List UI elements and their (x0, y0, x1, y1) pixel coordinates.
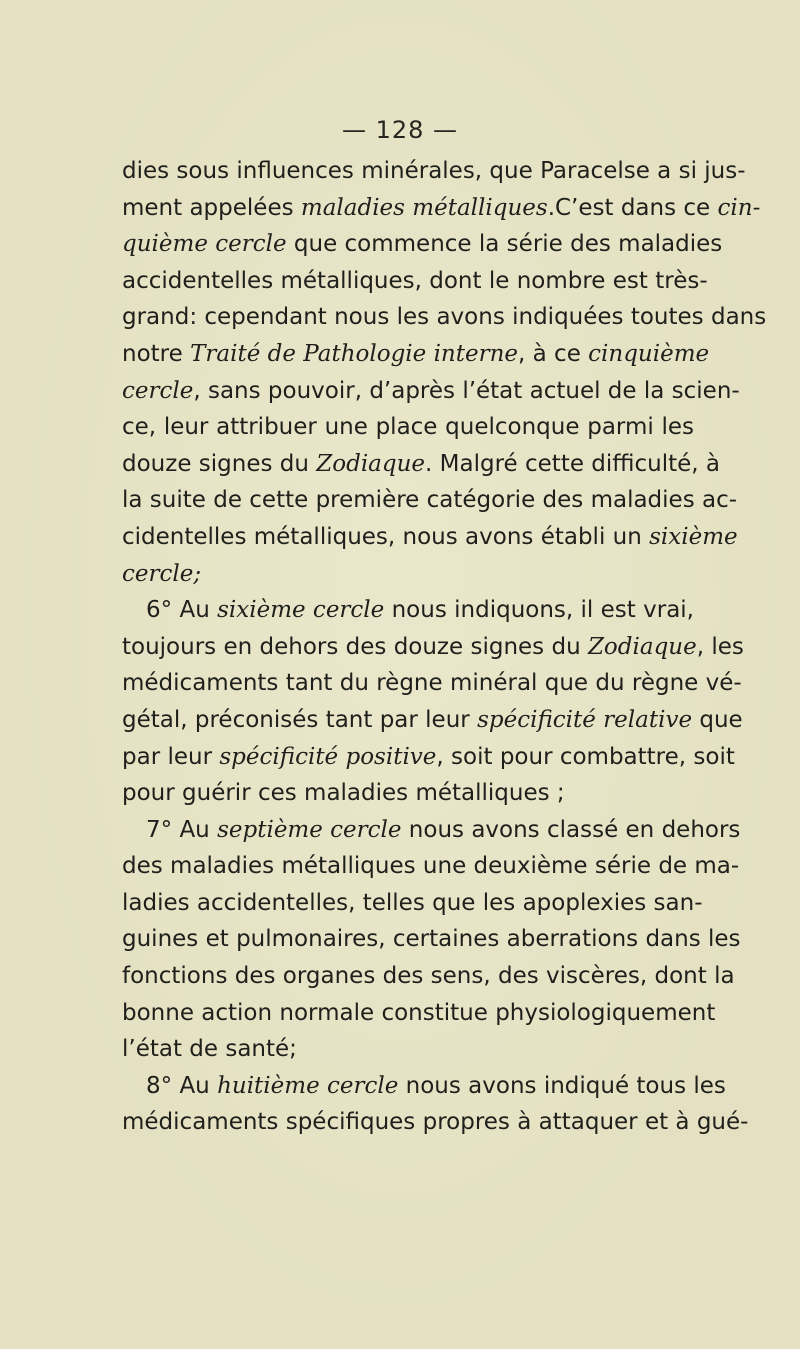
text-segment: toujours en dehors des douze signes du (122, 633, 588, 660)
text-segment: dies sous influences minérales, que Paracelse a si jus- (122, 158, 746, 184)
text-segment: par leur (122, 743, 220, 770)
text-segment: l’état de santé; (122, 1036, 297, 1063)
text-segment: que commence la série des maladies (286, 231, 723, 258)
text-segment: douze signes du (122, 450, 317, 477)
text-line (122, 921, 741, 958)
italic-text: cinquième (588, 340, 710, 367)
text-segment: bonne action normale constitue physiologiquement (122, 999, 716, 1026)
text-segment: 7° Au (146, 816, 218, 843)
text-line (122, 336, 710, 373)
text-segment: 8° Au (146, 1072, 218, 1099)
italic-text: cercle; (122, 560, 202, 587)
text-line (122, 556, 694, 593)
text-line (122, 446, 721, 483)
text-segment: .C’est dans ce (547, 194, 718, 221)
text-line (122, 409, 694, 446)
text-segment: , sans pouvoir, d’après l’état actuel de la scien- (193, 377, 740, 404)
text-line (122, 519, 738, 556)
text-segment: cidentelles métalliques, nous avons établi un (122, 523, 650, 550)
text-line (122, 702, 743, 739)
text-line (122, 629, 744, 666)
text-segment: ce, leur attribuer une place quelconque parmi les (122, 414, 694, 441)
text-segment: la suite de cette première catégorie des maladies ac- (122, 487, 738, 514)
text-line (122, 373, 740, 410)
text-segment: accidentelles métalliques, dont le nombre est très- (122, 267, 708, 294)
text-line (122, 885, 703, 922)
text-segment: ment appelées (122, 194, 301, 221)
text-segment: nous indiquons, il est vrai, (384, 597, 694, 624)
text-segment: 6° Au (146, 597, 218, 624)
text-line (122, 1068, 726, 1105)
italic-text: Zodiaque (316, 450, 426, 477)
italic-text: maladies métalliques (300, 194, 548, 221)
text-line (122, 958, 735, 995)
text-line (122, 299, 767, 336)
italic-text: sixième (649, 523, 738, 550)
text-line (122, 482, 738, 519)
text-segment: , soit pour combattre, soit (436, 743, 735, 770)
text-line (122, 226, 723, 263)
text-segment: des maladies métalliques une deuxième série de ma- (122, 853, 740, 880)
text-line (122, 995, 716, 1032)
text-segment: médicaments tant du règne minéral que du règne vé- (122, 670, 742, 697)
text-line (122, 1031, 694, 1068)
text-segment: gétal, préconisés tant par leur (122, 706, 478, 733)
italic-text: Traité de Pathologie interne (190, 340, 519, 367)
italic-text: cercle (122, 377, 194, 404)
text-segment: notre (122, 340, 191, 367)
text-segment: guines et pulmonaires, certaines aberrations dans les (122, 926, 741, 953)
text-segment: , à ce (518, 340, 589, 367)
text-segment: , les (696, 633, 744, 660)
text-segment: médicaments spécifiques propres à attaquer et à gué- (122, 1109, 749, 1136)
italic-text: spécificité relative (477, 706, 693, 733)
text-segment: nous avons indiqué tous les (398, 1072, 726, 1099)
text-line (122, 812, 741, 849)
text-line (122, 592, 694, 629)
italic-text: spécificité positive (219, 743, 437, 770)
italic-text: huitième cercle (217, 1072, 399, 1099)
italic-text: Zodiaque (587, 633, 697, 660)
text-line (122, 739, 735, 776)
text-segment: que (692, 706, 743, 733)
page-number: — 128 — (341, 116, 459, 144)
text-line (122, 665, 742, 702)
text-line (122, 1104, 749, 1141)
text-line (122, 153, 746, 190)
text-segment: ladies accidentelles, telles que les apoplexies san- (122, 889, 703, 916)
italic-text: quième cercle (122, 231, 287, 258)
text-segment: fonctions des organes des sens, des viscères, dont la (122, 963, 735, 990)
text-line (122, 775, 694, 812)
italic-text: cin- (717, 194, 761, 221)
body-text (122, 153, 767, 1141)
text-line (122, 190, 761, 227)
text-line (122, 848, 740, 885)
text-segment: nous avons classé en dehors (401, 816, 741, 843)
text-segment: grand: cependant nous les avons indiquées toutes dans (122, 304, 767, 331)
text-line (122, 263, 708, 300)
text-segment: . Malgré cette difficulté, à (425, 450, 721, 477)
italic-text: sixième cercle (217, 597, 385, 624)
text-segment: pour guérir ces maladies métalliques ; (122, 780, 565, 807)
italic-text: septième cercle (217, 816, 402, 843)
